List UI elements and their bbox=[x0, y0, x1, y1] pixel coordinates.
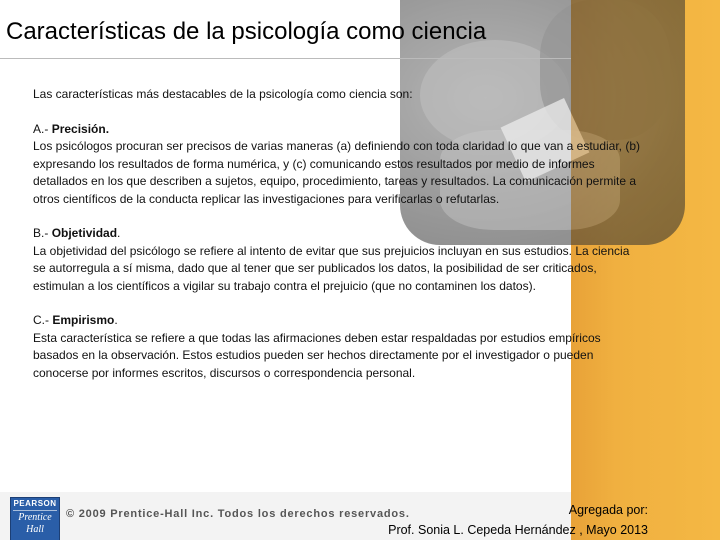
section-a-heading bbox=[33, 121, 645, 139]
section-letter: B.- bbox=[33, 226, 49, 240]
title-divider bbox=[0, 58, 571, 59]
author-credit bbox=[388, 500, 648, 540]
pearson-logo bbox=[10, 497, 60, 540]
section-c-text: Esta característica se refiere a que todas las afirmaciones deben estar respaldadas por estudios empíricos basados en la observación. Estos estudios pueden ser hechos directamente por el investigador o pueden conocerse por informes escritos, discursos o correspondencia personal. bbox=[33, 330, 601, 380]
section-title: Precisión. bbox=[51, 121, 110, 136]
logo-text: Prentice bbox=[18, 512, 52, 523]
section-title-period: . bbox=[114, 313, 118, 327]
section-title: Empirismo bbox=[52, 313, 115, 327]
credit-line: Agregada por: bbox=[568, 503, 648, 517]
section-c-heading bbox=[33, 312, 645, 330]
section-b-heading bbox=[33, 225, 645, 243]
section-letter: A.- bbox=[33, 121, 49, 136]
slide-title: Características de la psicología como ciencia bbox=[6, 18, 487, 45]
intro-text: Las características más destacables de la psicología como ciencia son: bbox=[33, 87, 413, 101]
logo-text: Hall bbox=[26, 524, 44, 535]
credit-line: Prof. Sonia L. Cepeda Hernández , Mayo 2013 bbox=[388, 523, 648, 537]
section-title-period: . bbox=[117, 226, 121, 240]
section-a-text: Los psicólogos procuran ser precisos de varias maneras (a) definiendo con toda claridad lo que van a estudiar, (b) expresando los resultados de forma numérica, y (c) comunicando estos resultados por medio de informes detallados en los que describen a sujetos, equipo, procedimiento, tareas y resultados. La comunicación permite a otros científicos de la conducta replicar las investigaciones para verificarlas o refutarlas. bbox=[33, 139, 641, 206]
logo-text: PEARSON bbox=[13, 499, 57, 508]
copyright-notice: © 2009 Prentice-Hall Inc. Todos los derechos reservados. bbox=[66, 508, 410, 520]
section-b-text: La objetividad del psicólogo se refiere al intento de evitar que sus prejuicios incluyan en sus estudios. La ciencia se autorregula a sí misma, dado que al tener que ser publicados los datos, la posibilidad de ser criticados, estimulan a los científicos a vigilar su trabajo contra el prejuicio (que no contaminen los datos). bbox=[33, 243, 630, 293]
section-letter: C.- bbox=[33, 313, 49, 327]
section-title: Objetividad bbox=[51, 226, 118, 240]
slide-body bbox=[33, 86, 645, 382]
